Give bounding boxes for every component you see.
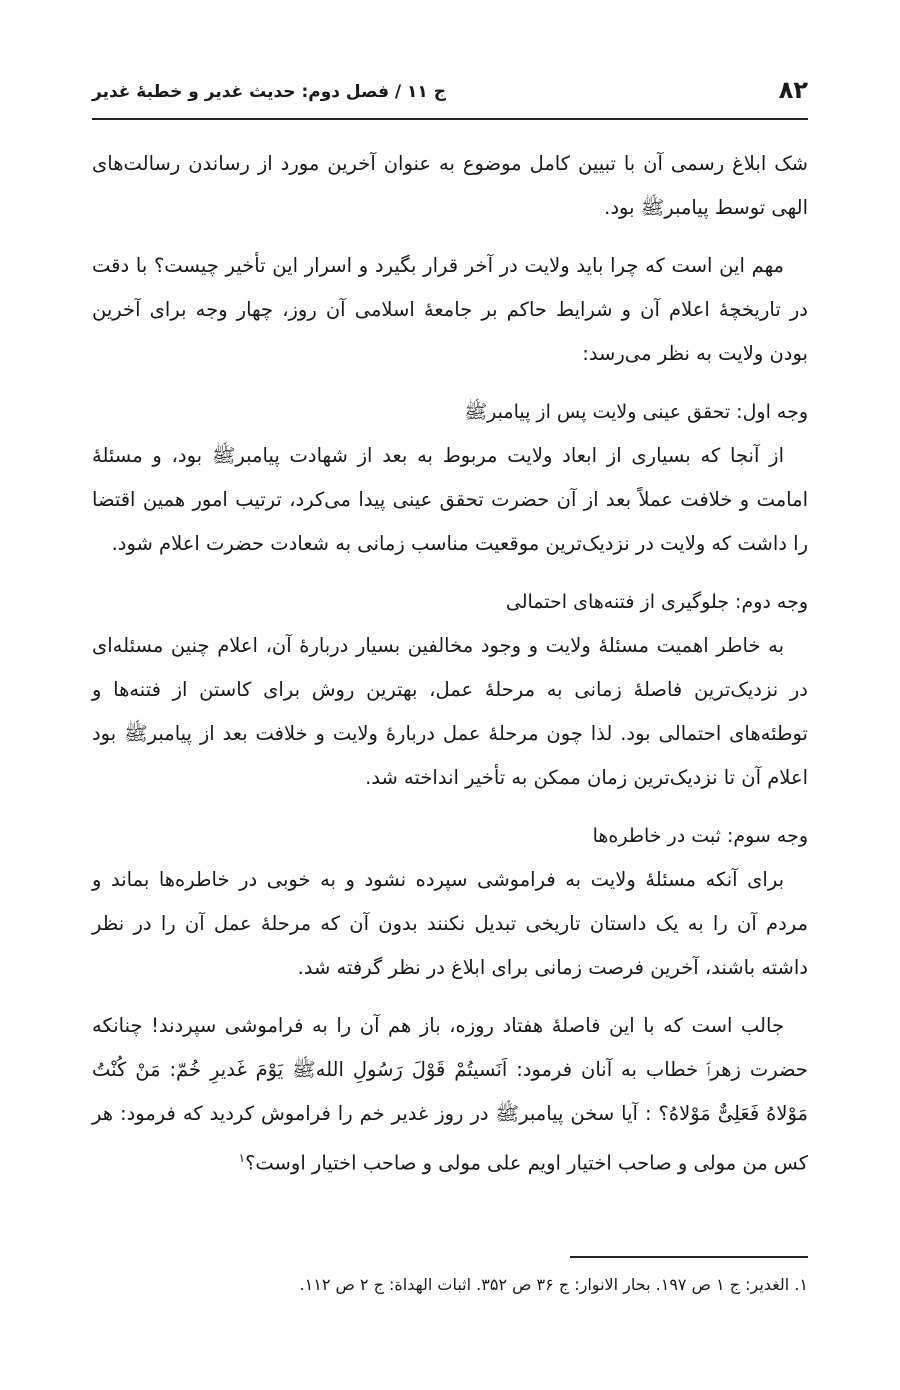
paragraph-5: برای آنکه مسئلهٔ ولایت به فراموشی سپرده نشود و به خوبی در خاطره‌ها بماند و مردم آن را به یک داستان تاریخی تبدیل نکنند بدون آن که مرحلهٔ عمل آن را در نظر داشته باشند، آخرین فرصت زمانی برای ابلاغ در نظر گرفته شد. — [92, 868, 808, 979]
footnote-marker[interactable]: ۱ — [238, 1151, 246, 1165]
paragraph-6 — [92, 1004, 808, 1186]
paragraph-1: شک ابلاغ رسمی آن با تبیین کامل موضوع به عنوان آخرین مورد از رساندن رسالت‌های الهی توسط پیامبرﷺ بود. — [92, 152, 808, 219]
paragraph-2: مهم این است که چرا باید ولایت در آخر قرار بگیرد و اسرار این تأخیر چیست؟ با دقت در تاریخچهٔ اعلام آن و شرایط حاکم بر جامعهٔ اسلامی آن روز، چهار وجه برای آخرین بودن ولایت به نظر می‌رسد: — [92, 254, 808, 365]
running-title: ج ۱۱ / فصل دوم: حدیث غدیر و خطبهٔ غدیر — [92, 82, 446, 102]
paragraph-4: به خاطر اهمیت مسئلهٔ ولایت و وجود مخالفین بسیار دربارهٔ آن، اعلام چنین مسئله‌ای در نزدیک‌ترین فاصلهٔ زمانی به مرحلهٔ عمل، بهترین روش برای کاستن از فتنه‌ها و توطئه‌های احتمالی بود. لذا چون مرحلهٔ عمل دربارهٔ ولایت و خلافت بعد از پیامبرﷺ بود اعلام آن تا نزدیک‌ترین زمان ممکن به تأخیر انداخته شد. — [92, 634, 808, 789]
section-heading-2: وجه دوم: جلوگیری از فتنه‌های احتمالی — [505, 591, 808, 613]
section-heading-3: وجه سوم: ثبت در خاطره‌ها — [592, 825, 808, 847]
body-text — [92, 142, 808, 1200]
footnote: ۱. الغدیر: ج ۱ ص ۱۹۷. بحار الانوار: ج ۳۶ ص ۳۵۲. اثبات الهداة: ج ۲ ص ۱۱۲. — [299, 1275, 808, 1294]
paragraph-3: از آنجا که بسیاری از ابعاد ولایت مربوط به بعد از شهادت پیامبرﷺ بود، و مسئلهٔ امامت و خلافت عملاً بعد از آن حضرت تحقق عینی پیدا می‌کرد، ترتیب امور همین اقتضا را داشت که ولایت در نزدیک‌ترین موقعیت مناسب زمانی به شعادت حضرت اعلام شود. — [92, 444, 808, 555]
paragraph-6-text: جالب است که با این فاصلهٔ هفتاد روزه، باز هم آن را به فراموشی سپردند! چنانکه حضرت زهراؑ خطاب به آنان فرمود: اَنَسیتُمْ قَوْلَ رَسُولِ اللهﷺ یَوْمَ غَدیرِ خُمّ: مَنْ کُنْتُ مَوْلاهُ فَعَلِیٌّ مَوْلاهُ؟ : آیا سخن پیامبرﷺ در روز غدیر خم را فراموش کردید که فرمود: هر کس من مولی و صاحب اختیار اویم علی مولی و صاحب اختیار اوست؟ — [92, 1014, 808, 1175]
page-header — [92, 72, 808, 120]
section-heading-1: وجه اول: تحقق عینی ولایت پس از پیامبرﷺ — [464, 401, 808, 423]
page-number: ۸۲ — [778, 76, 808, 104]
footnote-divider — [570, 1256, 808, 1258]
